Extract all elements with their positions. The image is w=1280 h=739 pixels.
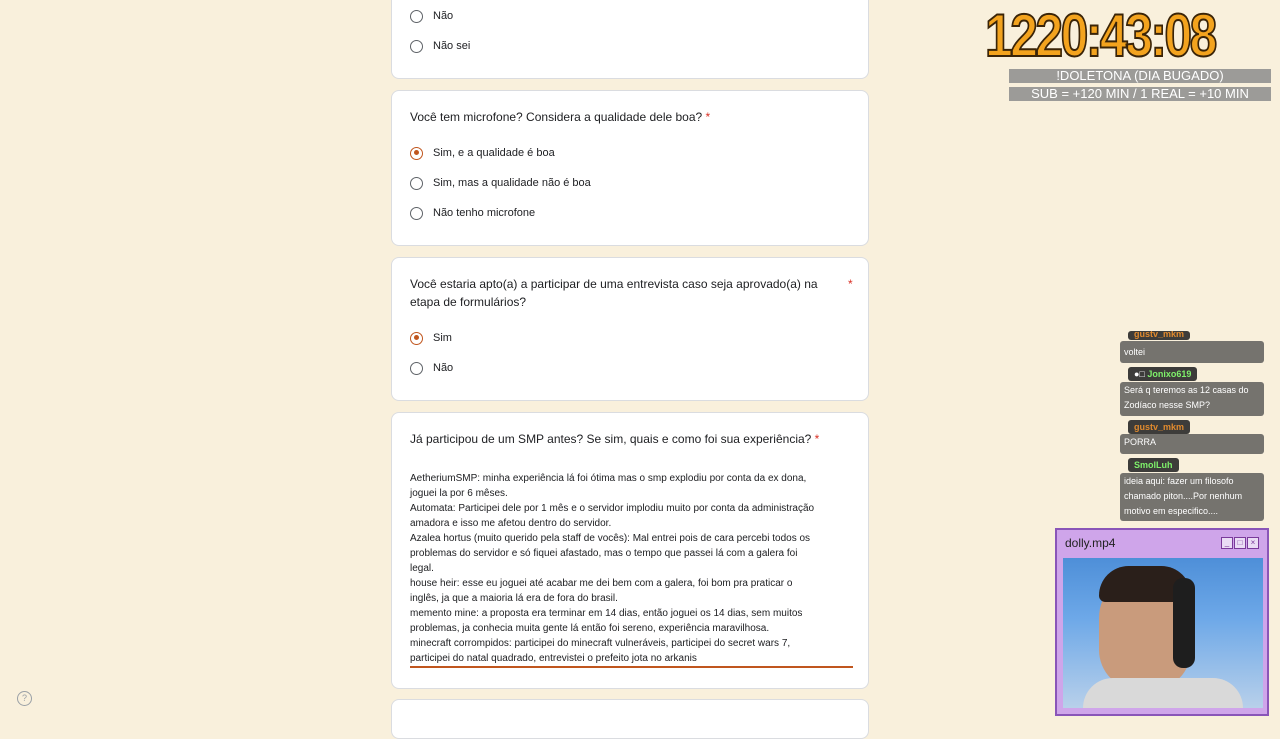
radio-option-sim-boa[interactable]: [410, 145, 555, 161]
close-icon: ×: [1247, 537, 1259, 549]
option-label: Não sei: [433, 40, 471, 52]
question-title: [410, 275, 830, 311]
radio-icon[interactable]: [410, 10, 423, 23]
chat-message: ideia aqui: fazer um filosofo chamado piton....Por nenhum motivo em especifico....: [1120, 473, 1264, 521]
option-label: Não tenho microfone: [433, 207, 536, 219]
question-card-microphone: [391, 90, 869, 246]
question-title-line2: etapa de formulários?: [410, 295, 527, 309]
answer-line: problemas do servidor e só fiquei afastado, mas o tempo que passei lá com a galera foi: [410, 548, 798, 559]
maximize-icon: □: [1234, 537, 1246, 549]
help-icon[interactable]: ?: [17, 691, 32, 706]
radio-option-nao[interactable]: [410, 360, 453, 376]
question-card-interview: [391, 257, 869, 401]
chat-username: gustv_mkm: [1128, 331, 1190, 340]
window-controls: [1221, 537, 1259, 549]
radio-option-sim-nao-boa[interactable]: [410, 175, 591, 191]
radio-icon[interactable]: [410, 207, 423, 220]
person-shirt: [1083, 678, 1243, 708]
radio-option-sim[interactable]: [410, 330, 452, 346]
minimize-icon: _: [1221, 537, 1233, 549]
timer-rules: SUB = +120 MIN / 1 REAL = +10 MIN: [1009, 87, 1271, 101]
radio-icon[interactable]: [410, 362, 423, 375]
question-card-smp-experience: [391, 412, 869, 689]
question-title: [410, 108, 710, 126]
chat-username: gustv_mkm: [1128, 420, 1190, 434]
badge-icon: ●□: [1134, 369, 1145, 379]
answer-line: amadora e isso me afetou dentro do servidor.: [410, 518, 612, 529]
question-card-previous: [391, 0, 869, 79]
chat-username: [1128, 367, 1197, 381]
question-title-line1: Você estaria apto(a) a participar de uma entrevista caso seja aprovado(a) na: [410, 277, 818, 291]
webcam-window: [1055, 528, 1269, 716]
chat-message: voltei: [1120, 341, 1264, 363]
option-label: Sim, mas a qualidade não é boa: [433, 177, 591, 189]
radio-icon[interactable]: [410, 177, 423, 190]
webcam-feed: [1063, 558, 1263, 708]
question-title-text: Já participou de um SMP antes? Se sim, quais e como foi sua experiência?: [410, 432, 812, 446]
answer-line: Automata: Participei dele por 1 mês e o servidor implodiu muito por conta da administração: [410, 503, 815, 514]
question-title-text: Você tem microfone? Considera a qualidade dele boa?: [410, 110, 703, 124]
option-label: Não: [433, 362, 454, 374]
radio-icon[interactable]: [410, 40, 423, 53]
timer-subtitle: !DOLETONA (DIA BUGADO): [1009, 69, 1271, 83]
answer-line: house heir: esse eu joguei até acabar me dei bem com a galera, foi bom pra praticar o: [410, 578, 793, 589]
chat-username-text: Jonixo619: [1147, 369, 1192, 379]
radio-option-sem-microfone[interactable]: [410, 205, 535, 221]
option-label: Não: [433, 10, 454, 22]
required-marker: *: [848, 277, 853, 291]
textarea-focus-underline: [410, 666, 853, 668]
subathon-timer: 1220:43:08: [985, 2, 1215, 69]
required-marker: *: [705, 110, 711, 124]
question-card-next: [391, 699, 869, 739]
answer-line: minecraft corrompidos: participei do minecraft vulneráveis, participei do secret wars 7,: [410, 638, 791, 649]
headset: [1173, 578, 1195, 668]
answer-line: joguei la por 6 mêses.: [410, 488, 508, 499]
chat-message: PORRA: [1120, 434, 1264, 454]
answer-line: AetheriumSMP: minha experiência lá foi ótima mas o smp explodiu por conta da ex dona,: [410, 473, 807, 484]
radio-icon[interactable]: [410, 332, 423, 345]
chat-username: SmolLuh: [1128, 458, 1179, 472]
answer-line: problemas, ja conhecia muita gente lá então foi sereno, experiência maravilhosa.: [410, 623, 770, 634]
answer-line: memento mine: a proposta era terminar em 14 dias, então joguei os 14 dias, sem muitos: [410, 608, 803, 619]
answer-line: inglês, ja que a maioria lá era de fora do brasil.: [410, 593, 618, 604]
radio-option-nao[interactable]: [410, 8, 453, 24]
option-label: Sim, e a qualidade é boa: [433, 147, 555, 159]
answer-line: legal.: [410, 563, 434, 574]
chat-message: Será q teremos as 12 casas do Zodíaco nesse SMP?: [1120, 382, 1264, 416]
radio-option-nao-sei[interactable]: [410, 38, 470, 54]
answer-line: participei do natal quadrado, entrevistei o prefeito jota no arkanis: [410, 653, 697, 664]
answer-line: Azalea hortus (muito querido pela staff de vocês): Mal entrei pois de cara percebi todos os: [410, 533, 811, 544]
answer-textarea[interactable]: [410, 471, 852, 666]
radio-icon[interactable]: [410, 147, 423, 160]
option-label: Sim: [433, 332, 452, 344]
required-marker: *: [814, 432, 820, 446]
question-title: [410, 430, 819, 448]
webcam-title: dolly.mp4: [1065, 536, 1116, 550]
